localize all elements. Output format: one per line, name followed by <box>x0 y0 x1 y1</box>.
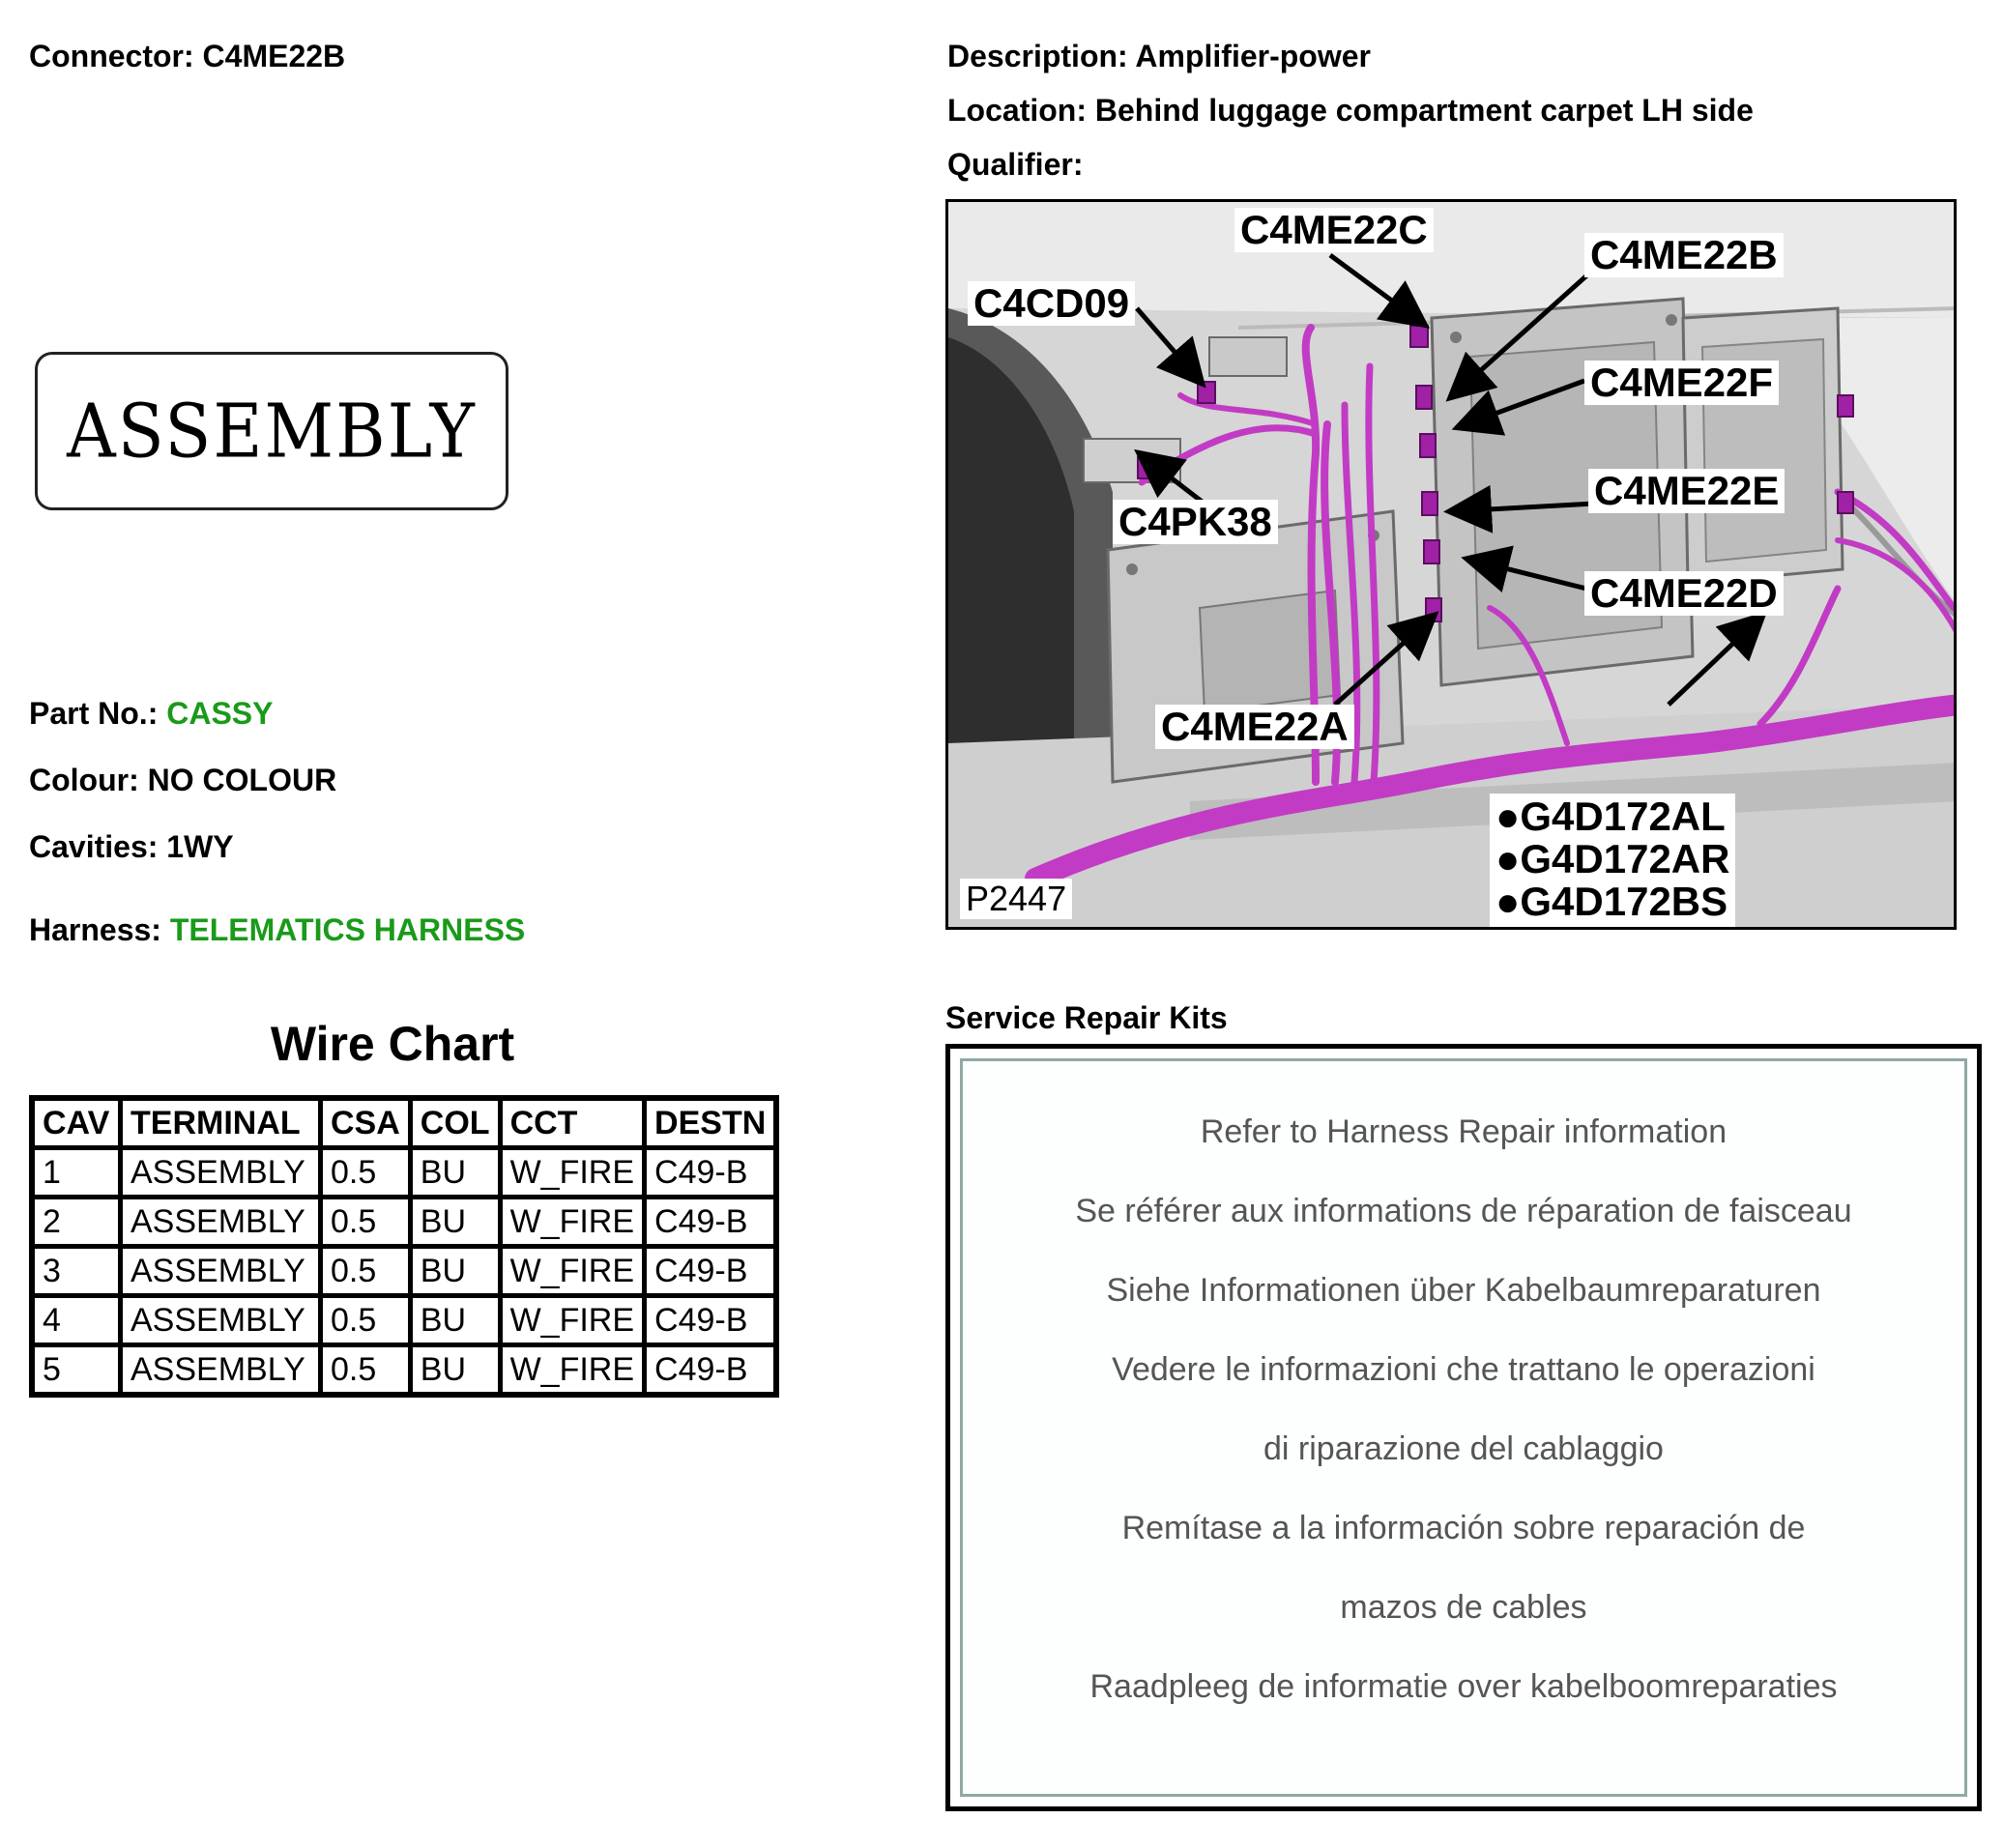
repair-info-line: Raadpleeg de informatie over kabelboomreparaties <box>1089 1668 1838 1705</box>
cell-destn: C49-B <box>645 1198 777 1247</box>
table-row <box>32 1198 776 1247</box>
cavities-field <box>29 831 234 862</box>
connector-face-symbol <box>35 352 508 510</box>
cell-cct: W_FIRE <box>500 1345 644 1396</box>
cell-cct: W_FIRE <box>500 1148 644 1198</box>
amplifier-module-right <box>1683 308 1843 584</box>
ground-point-item <box>1495 795 1729 838</box>
ground-bullet-icon: ● <box>1495 879 1521 924</box>
callout-c4pk38: C4PK38 <box>1113 500 1278 544</box>
cell-cav: 2 <box>32 1198 121 1247</box>
description-field <box>947 41 1371 72</box>
harness-link[interactable]: TELEMATICS HARNESS <box>169 912 526 947</box>
colour-value: NO COLOUR <box>147 763 337 797</box>
colour-field <box>29 765 336 795</box>
cell-csa: 0.5 <box>321 1247 411 1296</box>
table-row <box>32 1345 776 1396</box>
cell-csa: 0.5 <box>321 1198 411 1247</box>
ground-point-label: G4D172BS <box>1520 879 1728 924</box>
ground-point-label: G4D172AR <box>1520 836 1730 881</box>
ground-point-item <box>1495 838 1729 881</box>
part-no-link[interactable]: CASSY <box>166 696 274 731</box>
cell-col: BU <box>410 1296 500 1345</box>
ground-bullet-icon: ● <box>1495 836 1521 881</box>
qualifier-label: Qualifier: <box>947 147 1084 182</box>
callout-c4me22d: C4ME22D <box>1584 571 1784 616</box>
repair-info-line: Vedere le informazioni che trattano le operazioni <box>1112 1351 1815 1388</box>
connector-value: C4ME22B <box>202 39 346 73</box>
wire-chart-table <box>29 1095 779 1398</box>
qualifier-field <box>947 149 1083 180</box>
table-row <box>32 1148 776 1198</box>
repair-info-line: mazos de cables <box>1340 1589 1587 1626</box>
ground-point-label: G4D172AL <box>1520 794 1726 839</box>
repair-info-line: di riparazione del cablaggio <box>1263 1430 1664 1467</box>
connector-field <box>29 41 345 72</box>
harness-label: Harness: <box>29 912 161 947</box>
part-no-label: Part No.: <box>29 696 159 731</box>
description-value: Amplifier-power <box>1135 39 1371 73</box>
cell-csa: 0.5 <box>321 1296 411 1345</box>
callout-c4me22a: C4ME22A <box>1155 705 1354 749</box>
cell-terminal: ASSEMBLY <box>121 1296 321 1345</box>
callout-c4me22b: C4ME22B <box>1584 233 1784 277</box>
cell-cct: W_FIRE <box>500 1296 644 1345</box>
cell-col: BU <box>410 1345 500 1396</box>
connector-label: Connector: <box>29 39 194 73</box>
ground-points-list <box>1490 794 1735 927</box>
service-repair-kits-content <box>960 1058 1967 1797</box>
cell-terminal: ASSEMBLY <box>121 1345 321 1396</box>
callout-c4me22f: C4ME22F <box>1584 361 1779 405</box>
cell-csa: 0.5 <box>321 1345 411 1396</box>
wire-chart-title: Wire Chart <box>270 1017 515 1071</box>
ground-point-item <box>1495 881 1729 923</box>
cell-cct: W_FIRE <box>500 1198 644 1247</box>
connector-location-image <box>945 199 1957 930</box>
harness-field <box>29 914 525 945</box>
picture-id: P2447 <box>960 879 1072 919</box>
cell-terminal: ASSEMBLY <box>121 1198 321 1247</box>
service-repair-kits-panel <box>945 1044 1982 1811</box>
location-value: Behind luggage compartment carpet LH side <box>1094 93 1754 128</box>
table-row <box>32 1247 776 1296</box>
ground-bullet-icon: ● <box>1495 794 1521 839</box>
column-header-destn: DESTN <box>645 1098 777 1148</box>
wire-chart-header-row <box>32 1098 776 1148</box>
column-header-cct: CCT <box>500 1098 644 1148</box>
assembly-symbol-text: ASSEMBLY <box>67 387 477 476</box>
location-label: Location: <box>947 93 1087 128</box>
callout-c4me22e: C4ME22E <box>1588 469 1785 513</box>
cell-cav: 5 <box>32 1345 121 1396</box>
cavities-value: 1WY <box>166 829 234 864</box>
column-header-csa: CSA <box>321 1098 411 1148</box>
colour-label: Colour: <box>29 763 139 797</box>
part-no-field <box>29 698 273 729</box>
cell-col: BU <box>410 1247 500 1296</box>
table-row <box>32 1296 776 1345</box>
column-header-cav: CAV <box>32 1098 121 1148</box>
cavities-label: Cavities: <box>29 829 159 864</box>
cell-destn: C49-B <box>645 1247 777 1296</box>
repair-info-line: Refer to Harness Repair information <box>1200 1113 1727 1150</box>
cell-cav: 1 <box>32 1148 121 1198</box>
callout-c4me22c: C4ME22C <box>1234 208 1434 252</box>
description-label: Description: <box>947 39 1128 73</box>
repair-info-line: Remítase a la información sobre reparación de <box>1121 1510 1806 1546</box>
cell-terminal: ASSEMBLY <box>121 1148 321 1198</box>
cell-cct: W_FIRE <box>500 1247 644 1296</box>
repair-info-line: Se référer aux informations de réparation de faisceau <box>1075 1193 1852 1229</box>
cell-terminal: ASSEMBLY <box>121 1247 321 1296</box>
cell-col: BU <box>410 1148 500 1198</box>
service-repair-kits-title: Service Repair Kits <box>945 1000 1228 1035</box>
location-field <box>947 95 1754 126</box>
cell-destn: C49-B <box>645 1148 777 1198</box>
cell-col: BU <box>410 1198 500 1247</box>
cell-cav: 4 <box>32 1296 121 1345</box>
column-header-col: COL <box>410 1098 500 1148</box>
cell-destn: C49-B <box>645 1296 777 1345</box>
repair-info-line: Siehe Informationen über Kabelbaumreparaturen <box>1106 1272 1821 1309</box>
callout-c4cd09: C4CD09 <box>968 281 1135 326</box>
cell-cav: 3 <box>32 1247 121 1296</box>
cell-csa: 0.5 <box>321 1148 411 1198</box>
column-header-terminal: TERMINAL <box>121 1098 321 1148</box>
cell-destn: C49-B <box>645 1345 777 1396</box>
